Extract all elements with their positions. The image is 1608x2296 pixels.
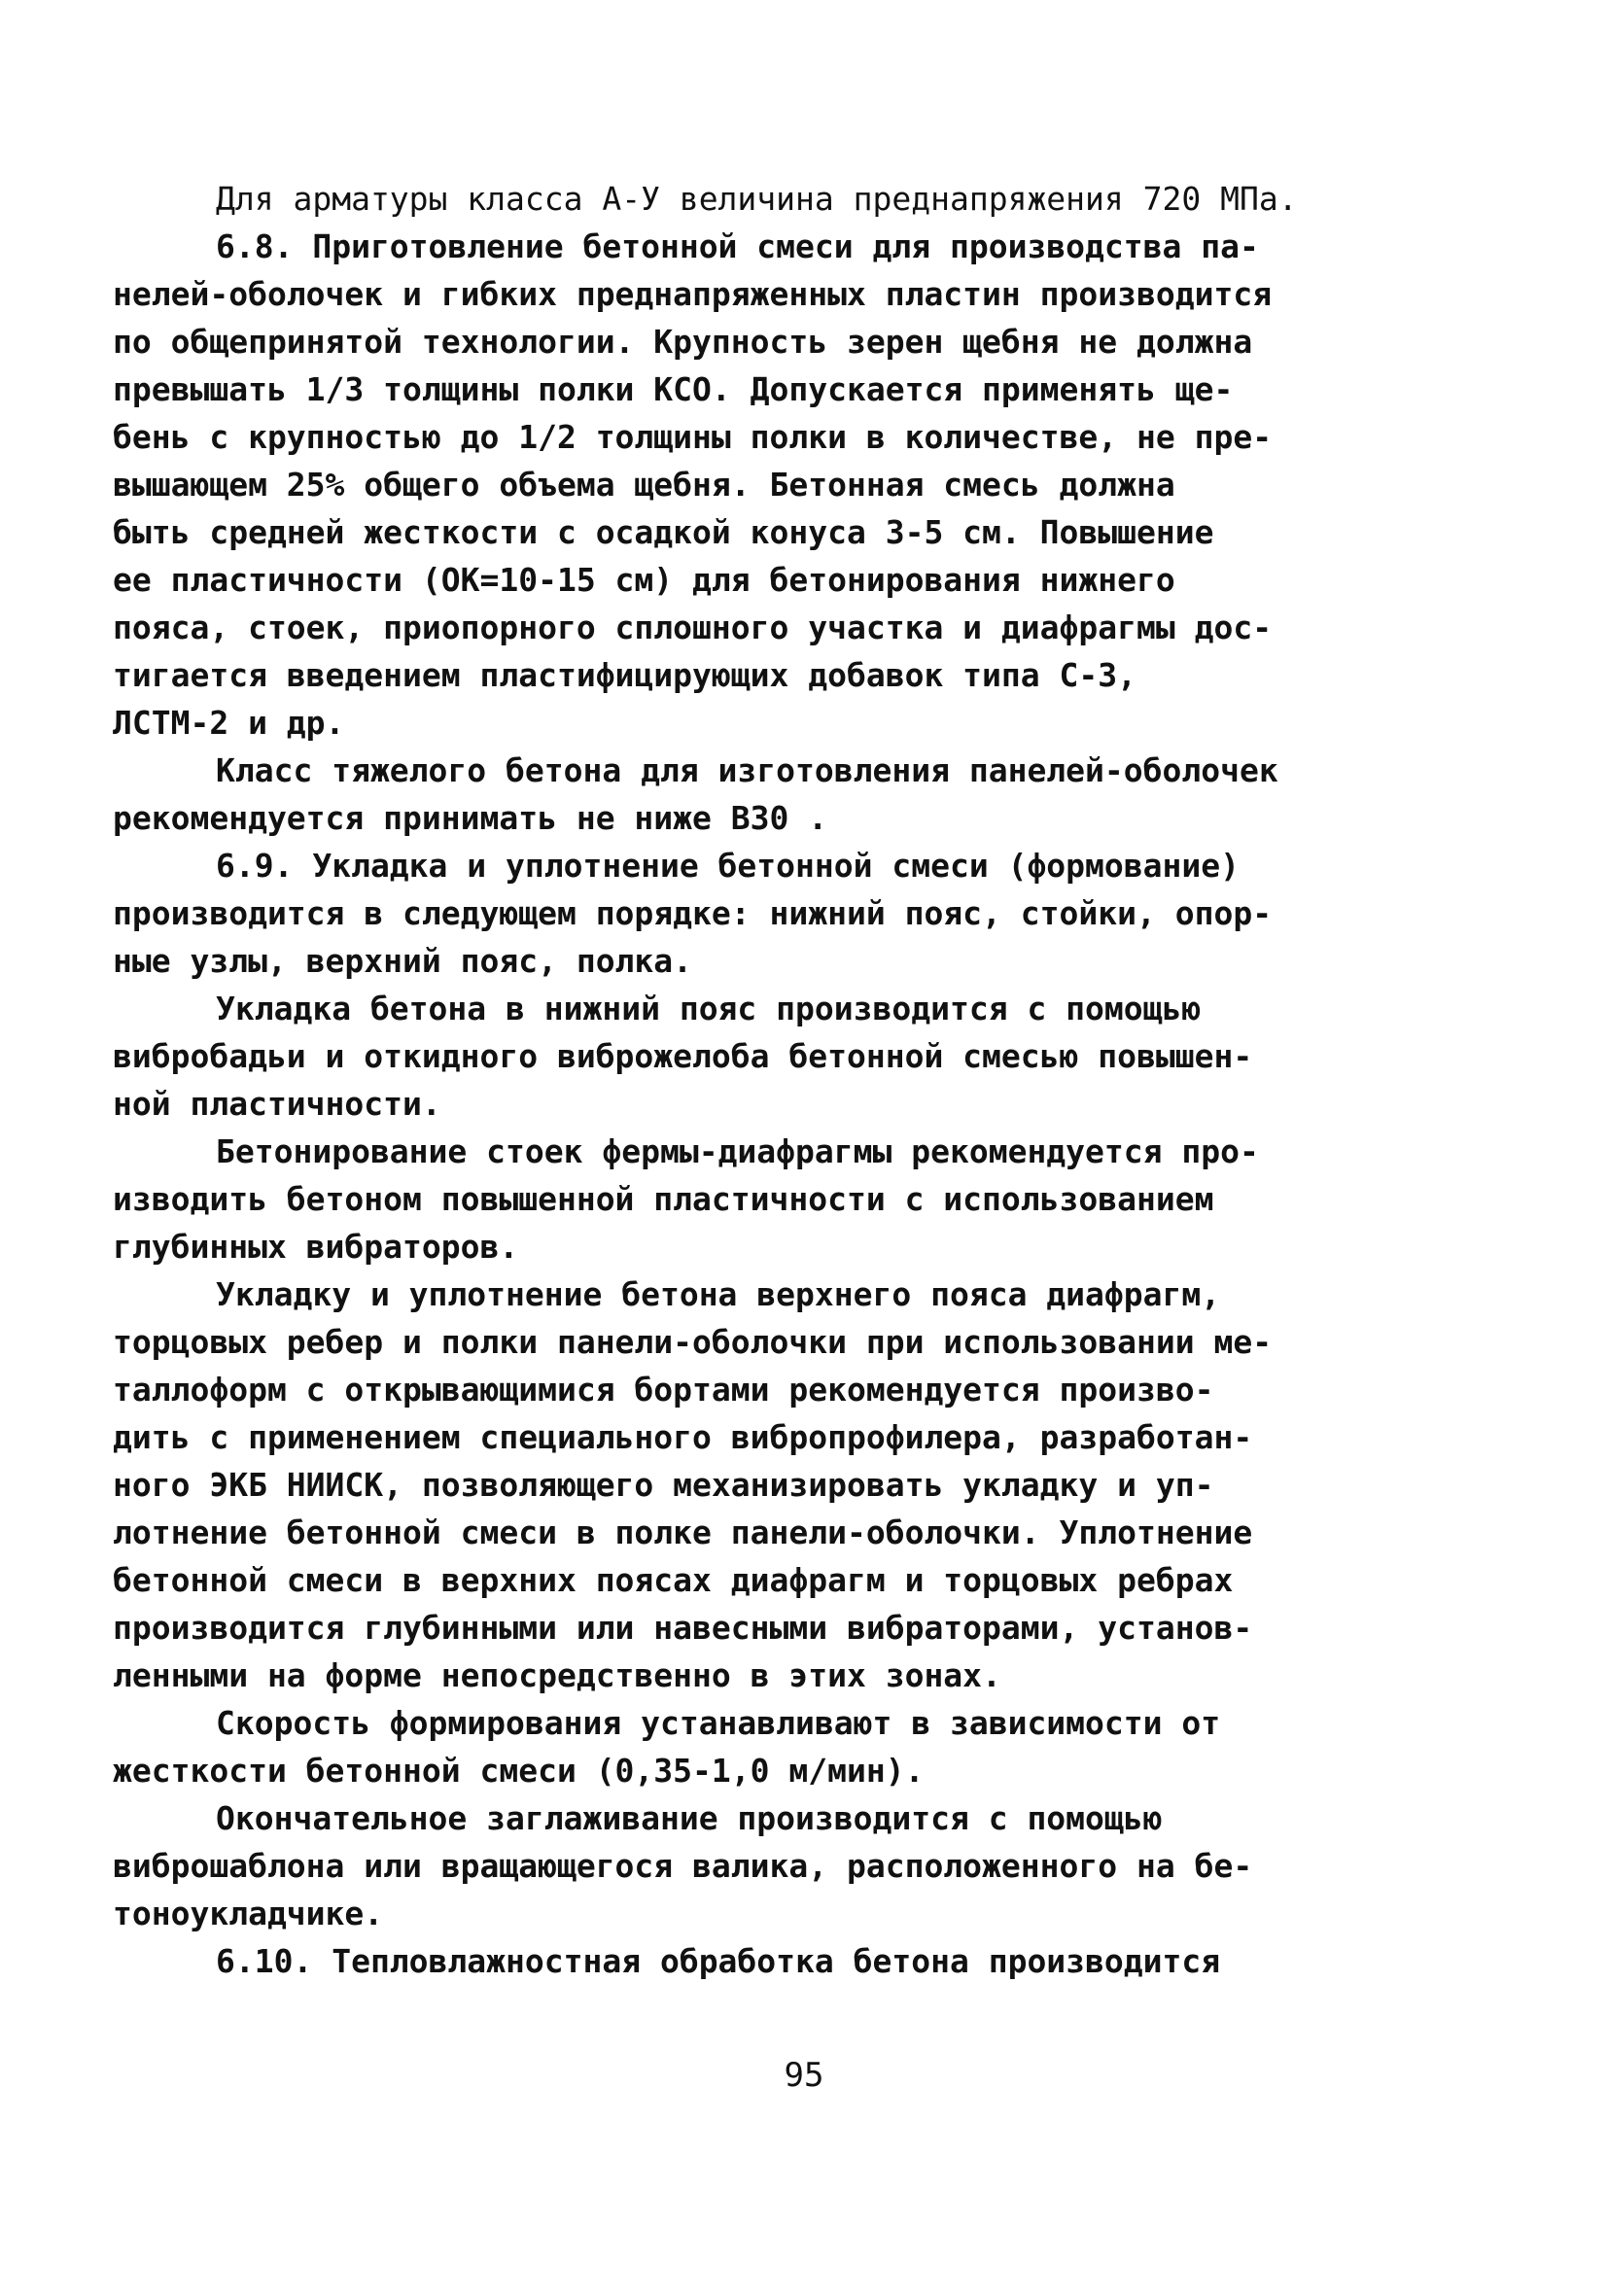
page-number: 95 [784, 2056, 824, 2095]
text-line: 6.9. Укладка и уплотнение бетонной смеси (формование) [216, 847, 1240, 885]
text-line: Окончательное заглаживание производится с помощью [216, 1799, 1163, 1837]
text-line: жесткости бетонной смеси (0,35-1,0 м/мин). [113, 1752, 925, 1790]
body-text [113, 175, 1454, 1985]
text-line: тоноукладчике. [113, 1895, 384, 1932]
text-line: тигается введением пластифицирующих добавок типа С-3, [113, 656, 1136, 694]
text-line: ЛСТМ-2 и др. [113, 704, 345, 742]
text-line: производится глубинными или навесными вибраторами, установ- [113, 1609, 1253, 1647]
text-line: дить с применением специального вибропрофилера, разработан- [113, 1418, 1253, 1456]
text-line: бень с крупностью до 1/2 толщины полки в количестве, не пре- [113, 418, 1273, 456]
text-line: ленными на форме непосредственно в этих зонах. [113, 1656, 1001, 1694]
text-line: пояса, стоек, приопорного сплошного участка и диафрагмы дос- [113, 609, 1273, 646]
text-line: лотнение бетонной смеси в полке панели-оболочки. Уплотнение [113, 1513, 1253, 1551]
text-line: виброшаблона или вращающегося валика, расположенного на бе- [113, 1847, 1253, 1885]
text-line: Бетонирование стоек фермы-диафрагмы рекомендуется про- [216, 1132, 1259, 1170]
text-line: производится в следующем порядке: нижний пояс, стойки, опор- [113, 894, 1273, 932]
text-line: торцовых ребер и полки панели-оболочки при использовании ме- [113, 1323, 1273, 1361]
text-line: вышающем 25% общего объема щебня. Бетонная смесь должна [113, 466, 1175, 504]
text-line: Укладку и уплотнение бетона верхнего пояса диафрагм, [216, 1275, 1221, 1313]
text-line: глубинных вибраторов. [113, 1228, 519, 1266]
text-line: 6.10. Тепловлажностная обработка бетона производится [216, 1942, 1221, 1980]
text-line: изводить бетоном повышенной пластичности с использованием [113, 1180, 1214, 1218]
text-line: Класс тяжелого бетона для изготовления панелей-оболочек [216, 751, 1278, 789]
text-line: рекомендуется принимать не ниже В30 . [113, 799, 828, 837]
text-line: бетонной смеси в верхних поясах диафрагм и торцовых ребрах [113, 1561, 1234, 1599]
text-line: таллоформ с открывающимися бортами рекомендуется произво- [113, 1371, 1214, 1409]
text-line: нелей-оболочек и гибких преднапряженных пластин производится [113, 275, 1273, 313]
text-line: превышать 1/3 толщины полки КСО. Допускается применять ще- [113, 370, 1234, 408]
text-line: ной пластичности. [113, 1085, 441, 1123]
text-line: ные узлы, верхний пояс, полка. [113, 942, 693, 980]
text-line: вибробадьи и откидного виброжелоба бетонной смесью повышен- [113, 1037, 1253, 1075]
text-line: ее пластичности (ОК=10-15 см) для бетонирования нижнего [113, 561, 1175, 599]
text-line: Скорость формирования устанавливают в зависимости от [216, 1704, 1221, 1742]
text-line: Укладка бетона в нижний пояс производится с помощью [216, 990, 1202, 1027]
text-line: 6.8. Приготовление бетонной смеси для производства па- [216, 227, 1259, 265]
text-line: быть средней жесткости с осадкой конуса 3-5 см. Повышение [113, 513, 1214, 551]
text-line: Для арматуры класса А-У величина преднапряжения 720 МПа. [216, 180, 1298, 218]
text-line: по общепринятой технологии. Крупность зерен щебня не должна [113, 323, 1253, 361]
text-line: ного ЭКБ НИИСК, позволяющего механизировать укладку и уп- [113, 1466, 1214, 1504]
